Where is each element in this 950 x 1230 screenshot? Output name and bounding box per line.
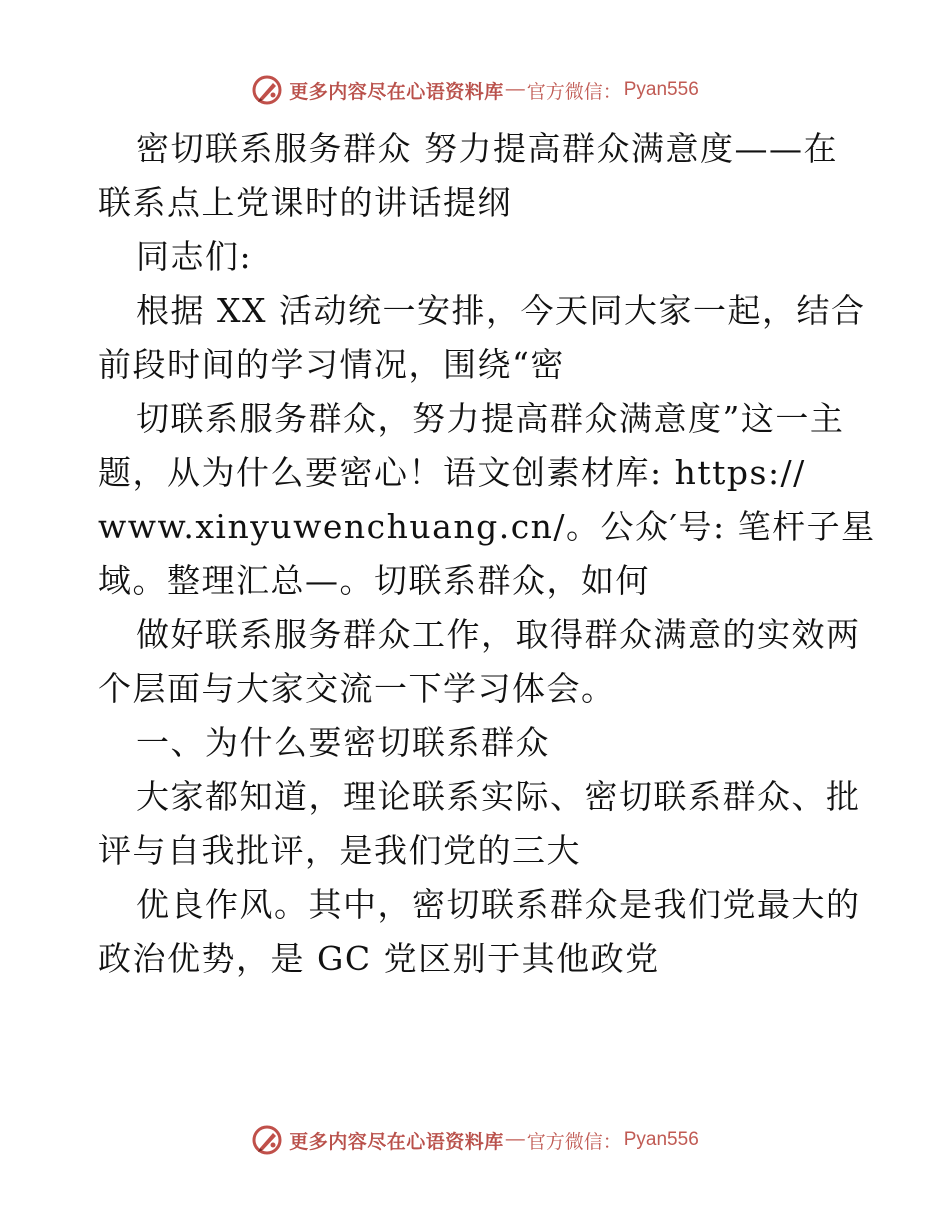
- document-line: 联系点上党课时的讲话提纲: [98, 183, 512, 222]
- header-watermark: [0, 70, 950, 110]
- watermark-wechat-id: Pyan556: [623, 1129, 699, 1150]
- document-line: 一、为什么要密切联系群众: [136, 723, 550, 762]
- document-line: 题，从为什么要密心！语文创素材库: https://: [98, 453, 806, 492]
- watermark-separator: —: [505, 1129, 525, 1150]
- document-line: 做好联系服务群众工作，取得群众满意的实效两: [136, 615, 861, 654]
- document-line: 大家都知道，理论联系实际、密切联系群众、批: [136, 777, 861, 816]
- document-line: 同志们:: [136, 237, 253, 276]
- watermark-wechat-id: Pyan556: [623, 79, 699, 100]
- pen-logo-icon: [251, 1124, 283, 1156]
- document-body: [98, 122, 876, 986]
- pen-logo-icon: [251, 74, 283, 106]
- document-line: 政治优势，是 GC 党区别于其他政党: [98, 939, 660, 978]
- watermark-text: 更多内容尽在心语资料库: [289, 80, 504, 103]
- document-line: 域。整理汇总—。切联系群众，如何: [98, 561, 650, 600]
- watermark-wechat-label: 官方微信：: [526, 1130, 622, 1153]
- document-line: 评与自我批评，是我们党的三大: [98, 831, 581, 870]
- document-line: 密切联系服务群众 努力提高群众满意度——在: [136, 129, 838, 168]
- footer-watermark: [0, 1120, 950, 1160]
- document-line: 切联系服务群众，努力提高群众满意度”这一主: [136, 399, 845, 438]
- document-line: 前段时间的学习情况，围绕“密: [98, 345, 565, 384]
- document-line: 优良作风。其中，密切联系群众是我们党最大的: [136, 885, 861, 924]
- document-line: 根据 XX 活动统一安排，今天同大家一起，结合: [136, 291, 866, 330]
- document-line: 个层面与大家交流一下学习体会。: [98, 669, 616, 708]
- watermark-wechat-label: 官方微信：: [526, 80, 622, 103]
- document-line: www.xinyuwenchuang.cn/。公众′号: 笔杆子星: [98, 507, 876, 546]
- watermark-text: 更多内容尽在心语资料库: [289, 1130, 504, 1153]
- watermark-separator: —: [505, 79, 525, 100]
